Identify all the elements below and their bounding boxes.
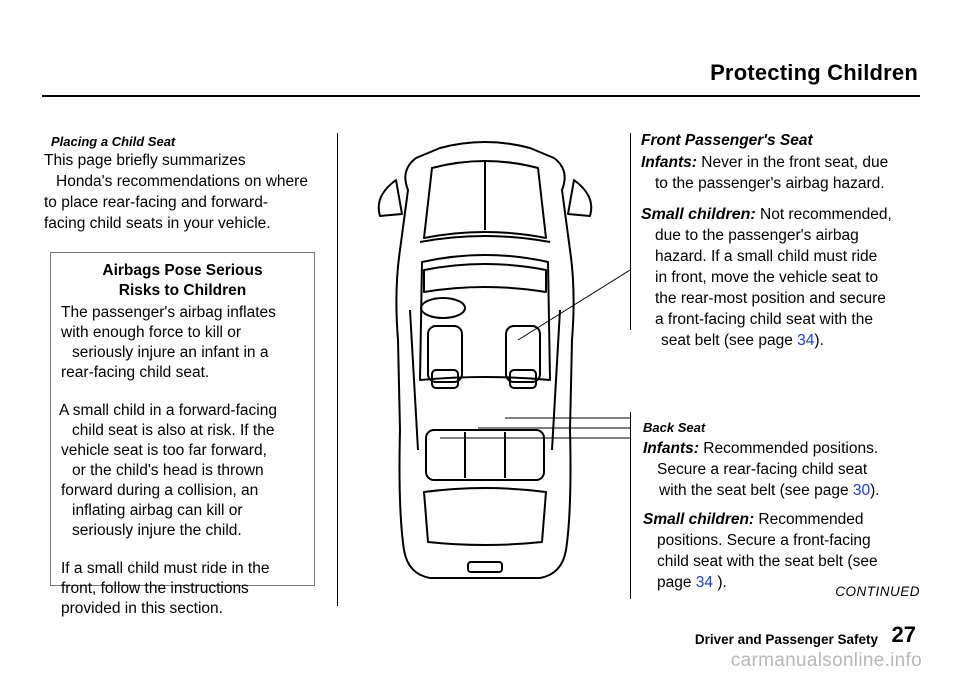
small-children-text: ). bbox=[814, 332, 824, 349]
right-mirror bbox=[568, 180, 591, 216]
warning-paragraph-2 bbox=[61, 401, 304, 541]
warning-line: A small child in a forward-facing bbox=[59, 402, 277, 419]
small-children-text: the rear-most position and secure bbox=[655, 290, 886, 307]
page-link-30[interactable]: 30 bbox=[852, 482, 871, 499]
warning-line: rear-facing child seat. bbox=[61, 364, 210, 381]
warning-line: provided in this section. bbox=[61, 600, 223, 617]
column-divider-right-lower bbox=[630, 412, 631, 599]
infants-text: Never in the front seat, due bbox=[696, 154, 889, 171]
infants-text: ). bbox=[870, 482, 880, 499]
front-seat-small-children bbox=[641, 204, 941, 351]
page-link-34-back[interactable]: 34 bbox=[695, 574, 714, 591]
back-seat-heading: Back Seat bbox=[643, 420, 706, 435]
warning-line: with enough force to kill or bbox=[61, 324, 242, 341]
small-children-label: Small children: bbox=[641, 206, 756, 223]
small-children-text: positions. Secure a front-facing bbox=[657, 532, 871, 549]
intro-line: Honda's recommendations on where bbox=[56, 173, 308, 190]
small-children-label: Small children: bbox=[643, 511, 755, 528]
page-title: Protecting Children bbox=[710, 60, 918, 85]
small-children-text: a front-facing child seat with the bbox=[655, 311, 873, 328]
small-children-text: page bbox=[657, 574, 696, 591]
infants-label: Infants: bbox=[641, 154, 697, 171]
infants-text: Secure a rear-facing child seat bbox=[657, 461, 868, 478]
warning-line: inflating airbag can kill or bbox=[72, 502, 243, 519]
intro-text bbox=[44, 150, 329, 234]
warning-line: or the child's head is thrown bbox=[72, 462, 264, 479]
warning-line: seriously injure an infant in a bbox=[72, 344, 269, 361]
infants-text: to the passenger's airbag hazard. bbox=[655, 175, 885, 192]
footer-section-name: Driver and Passenger Safety bbox=[694, 632, 878, 647]
page-link-34[interactable]: 34 bbox=[797, 332, 815, 349]
warning-line: seriously injure the child. bbox=[72, 522, 242, 539]
small-children-text: Not recommended, bbox=[755, 206, 892, 223]
watermark: carmanualsonline.info bbox=[730, 650, 922, 671]
warning-line: forward during a collision, an bbox=[61, 482, 259, 499]
infants-label: Infants: bbox=[643, 440, 699, 457]
header-rule bbox=[42, 95, 920, 97]
column-divider-left bbox=[337, 133, 338, 606]
warning-box bbox=[50, 252, 315, 617]
front-seat-heading: Front Passenger's Seat bbox=[641, 132, 813, 149]
back-seat-small-children bbox=[643, 509, 943, 593]
warning-paragraph-1 bbox=[61, 303, 304, 383]
small-children-text: Recommended bbox=[754, 511, 864, 528]
front-seat-left bbox=[428, 326, 462, 382]
warning-title-line: Risks to Children bbox=[118, 282, 247, 299]
rear-window bbox=[424, 488, 546, 545]
warning-paragraph-3 bbox=[61, 559, 304, 619]
front-seat-infants bbox=[641, 152, 941, 194]
section-subtitle: Placing a Child Seat bbox=[51, 134, 176, 149]
warning-line: If a small child must ride in the bbox=[61, 560, 270, 577]
warning-line: The passenger's airbag inflates bbox=[61, 304, 276, 321]
infants-text: Recommended positions. bbox=[698, 440, 879, 457]
small-children-text: child seat with the seat belt (see bbox=[657, 553, 878, 570]
dashboard bbox=[424, 264, 546, 292]
warning-title-line: Airbags Pose Serious bbox=[102, 262, 263, 279]
warning-line: vehicle seat is too far forward, bbox=[61, 442, 267, 459]
front-seat-right bbox=[506, 326, 540, 382]
left-mirror bbox=[379, 180, 402, 216]
infants-text: with the seat belt (see page bbox=[659, 482, 853, 499]
small-children-text: due to the passenger's airbag bbox=[655, 227, 859, 244]
intro-line: to place rear-facing and forward- bbox=[44, 194, 269, 211]
small-children-text: in front, move the vehicle seat to bbox=[655, 269, 879, 286]
warning-title bbox=[61, 261, 304, 301]
small-children-text: hazard. If a small child must ride bbox=[655, 248, 878, 265]
column-divider-right-upper bbox=[630, 133, 631, 330]
warning-line: child seat is also at risk. If the bbox=[72, 422, 275, 439]
small-children-text: ). bbox=[713, 574, 727, 591]
small-children-text: seat belt (see page bbox=[661, 332, 798, 349]
continued-label: CONTINUED bbox=[835, 584, 920, 599]
warning-line: front, follow the instructions bbox=[61, 580, 249, 597]
steering-wheel bbox=[421, 298, 465, 318]
back-seat-infants bbox=[643, 438, 943, 501]
page-number: 27 bbox=[891, 622, 916, 647]
rear-bumper bbox=[468, 562, 502, 572]
intro-line: facing child seats in your vehicle. bbox=[44, 215, 271, 232]
car-top-view-illustration bbox=[340, 130, 630, 610]
intro-line: This page briefly summarizes bbox=[44, 152, 246, 169]
